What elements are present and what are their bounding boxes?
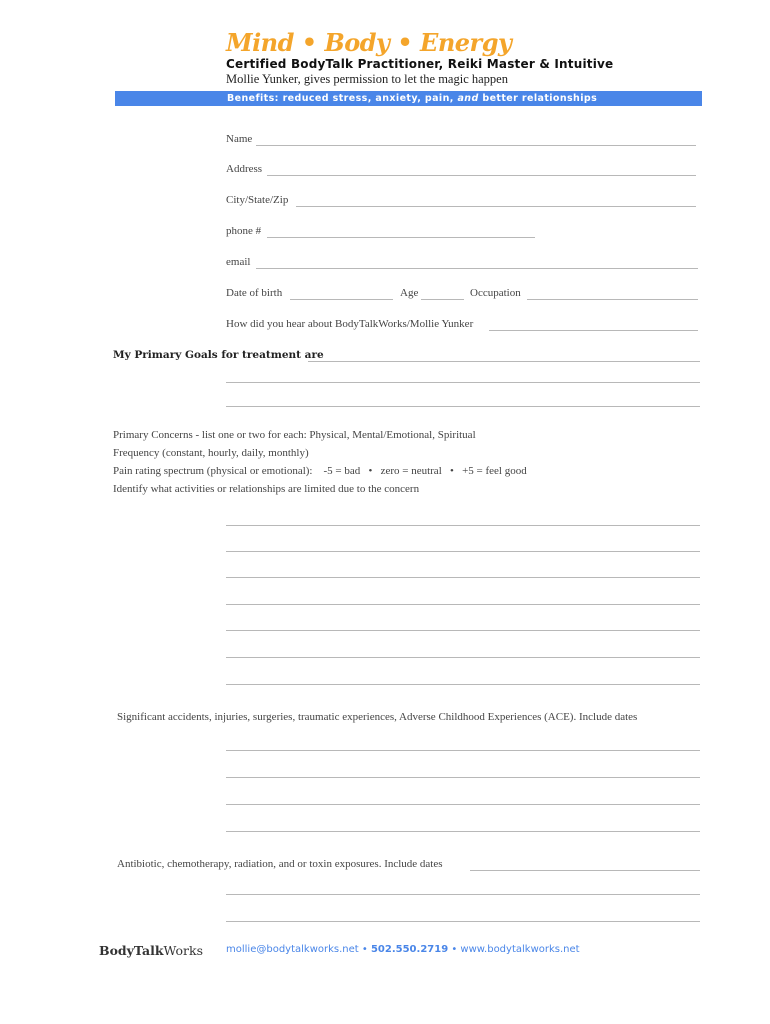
tagline: Mollie Yunker, gives permission to let the magic happen: [226, 72, 508, 86]
exposures-answer-line[interactable]: [226, 894, 700, 895]
goals-line-2[interactable]: [226, 382, 700, 383]
phone-label: phone #: [226, 225, 262, 237]
exposures-label: Antibiotic, chemotherapy, radiation, and or toxin exposures. Include dates: [117, 858, 443, 870]
accidents-answer-line[interactable]: [226, 777, 700, 778]
benefits-prefix: Benefits: reduced stress, anxiety, pain,: [227, 93, 458, 104]
exposures-line-1[interactable]: [470, 870, 700, 871]
goals-label: My Primary Goals for treatment are: [113, 349, 324, 361]
dob-field[interactable]: [290, 299, 393, 300]
concerns-answer-line[interactable]: [226, 577, 700, 578]
occupation-field[interactable]: [527, 299, 698, 300]
concerns-answer-line[interactable]: [226, 657, 700, 658]
name-field[interactable]: [256, 145, 696, 146]
footer-phone[interactable]: 502.550.2719: [370, 944, 449, 955]
city-state-zip-field[interactable]: [296, 206, 696, 207]
referral-label: How did you hear about BodyTalkWorks/Mollie Yunker: [226, 318, 474, 330]
benefits-text: [227, 92, 597, 105]
concerns-answer-line[interactable]: [226, 551, 700, 552]
age-label: Age: [400, 287, 419, 299]
benefits-banner: [115, 91, 702, 106]
city-state-zip-label: City/State/Zip: [226, 194, 289, 206]
concerns-answer-line[interactable]: [226, 630, 700, 631]
dob-label: Date of birth: [226, 287, 283, 299]
brand-logo: Mind • Body • Energy: [226, 28, 512, 57]
exposures-answer-line[interactable]: [226, 921, 700, 922]
name-label: Name: [226, 133, 253, 145]
age-field[interactable]: [421, 299, 464, 300]
concerns-line-2: Frequency (constant, hourly, daily, monthly): [113, 447, 309, 459]
footer-logo-bold: BodyTalk: [99, 943, 164, 958]
goals-line-1[interactable]: [308, 361, 700, 362]
footer-email-link[interactable]: mollie@bodytalkworks.net: [226, 944, 359, 955]
benefits-emphasis: and: [457, 93, 479, 104]
footer-logo-rest: Works: [163, 943, 204, 958]
goals-line-3[interactable]: [226, 406, 700, 407]
footer-separator: •: [358, 944, 371, 955]
accidents-label: Significant accidents, injuries, surgeries, traumatic experiences, Adverse Childhood Experiences (ACE). Include dates: [117, 711, 638, 723]
concerns-line-3: Pain rating spectrum (physical or emotional): -5 = bad • zero = neutral • +5 = feel good: [113, 465, 527, 477]
practitioner-title: Certified BodyTalk Practitioner, Reiki Master & Intuitive: [226, 57, 614, 71]
address-field[interactable]: [267, 175, 696, 176]
concerns-answer-line[interactable]: [226, 684, 700, 685]
footer-separator: •: [448, 944, 461, 955]
concerns-answer-line[interactable]: [226, 604, 700, 605]
footer-website-link[interactable]: www.bodytalkworks.net: [460, 944, 580, 955]
email-field[interactable]: [256, 268, 698, 269]
email-label: email: [226, 256, 251, 268]
benefits-suffix: better relationships: [478, 93, 598, 104]
accidents-answer-line[interactable]: [226, 750, 700, 751]
concerns-line-1: Primary Concerns - list one or two for each: Physical, Mental/Emotional, Spiritual: [113, 429, 476, 441]
bodytalkworks-logo: [99, 943, 203, 958]
phone-field[interactable]: [267, 237, 535, 238]
address-label: Address: [226, 163, 263, 175]
concerns-answer-line[interactable]: [226, 525, 700, 526]
footer-contact: [226, 944, 580, 955]
concerns-line-4: Identify what activities or relationships are limited due to the concern: [113, 483, 420, 495]
occupation-label: Occupation: [470, 287, 521, 299]
accidents-answer-line[interactable]: [226, 804, 700, 805]
referral-field[interactable]: [489, 330, 698, 331]
accidents-answer-line[interactable]: [226, 831, 700, 832]
